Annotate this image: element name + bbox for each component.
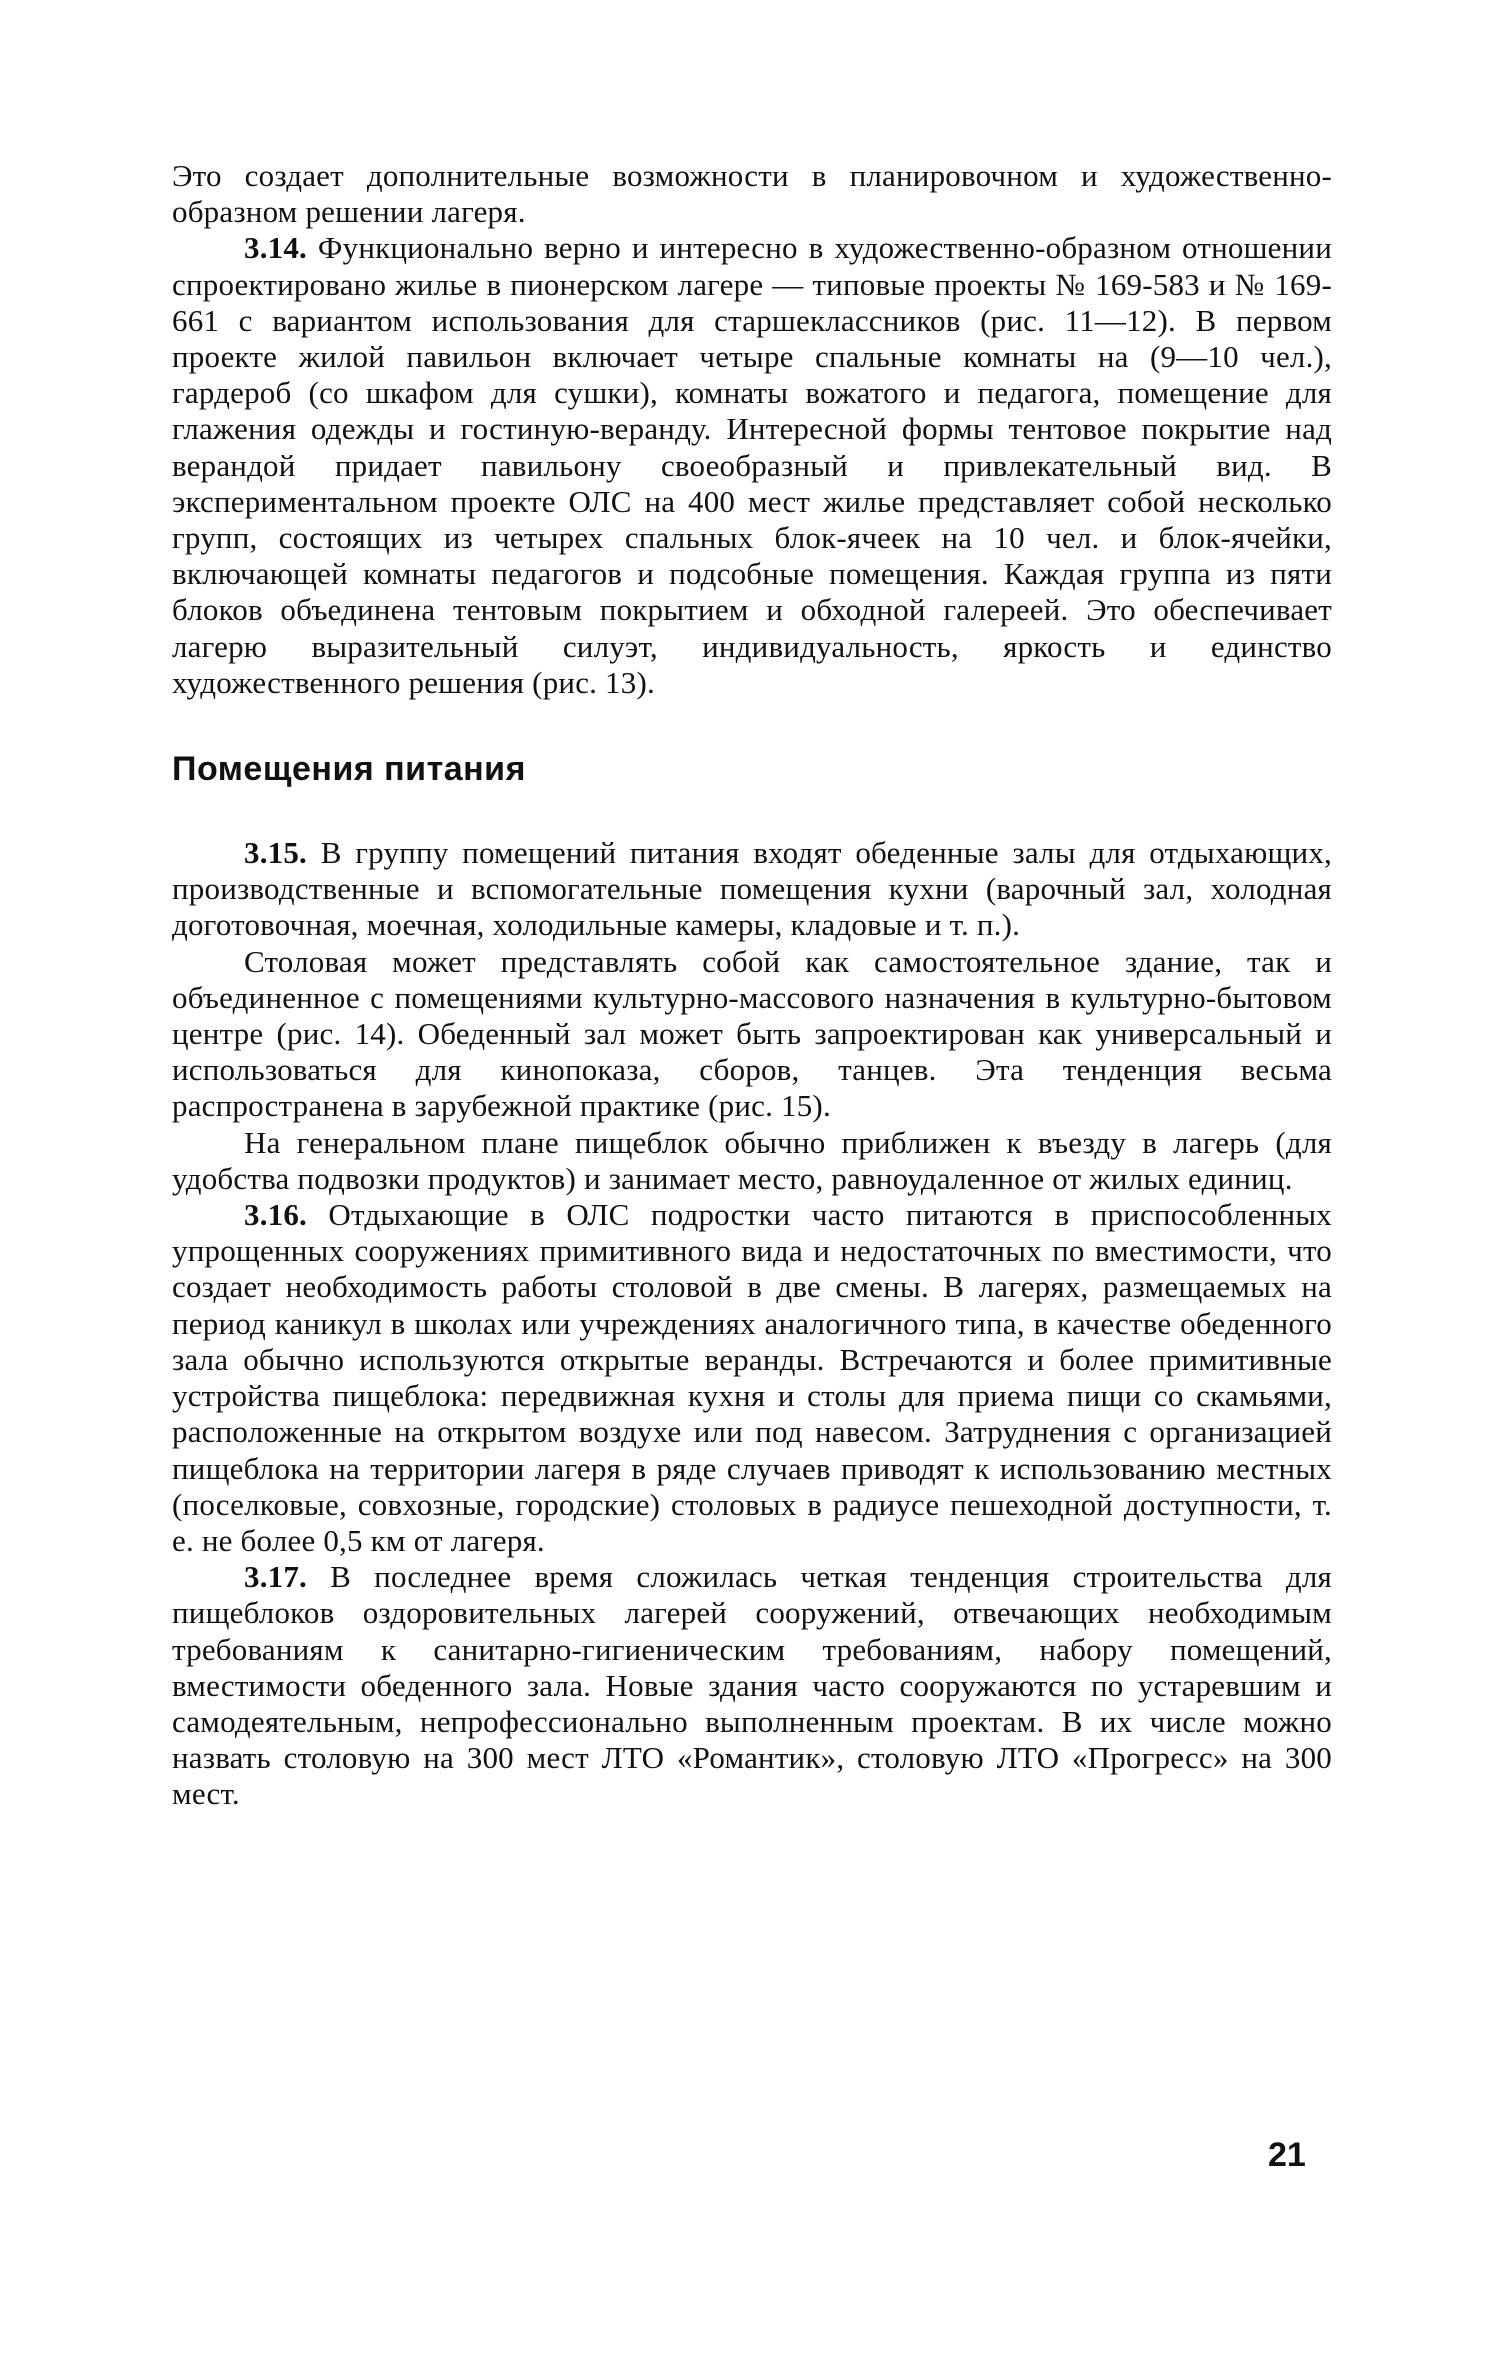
paragraph-text: На генеральном плане пищеблок обычно приближен к въезду в лагерь (для удобства подвозки продуктов) и занимает место, равноудаленное от жилых единиц. [172,1124,1332,1196]
text-section-top [172,158,1332,701]
paragraph [172,158,1332,230]
paragraph-number: 3.17. [244,1559,307,1595]
paragraph-text: В группу помещений питания входят обеденные залы для отдыхающих, производственные и вспомогательные помещения кухни (варочный зал, холодная доготовочная, моечная, холодильные камеры, кладовые и т. п.). [172,835,1332,943]
section-heading: Помещения питания [172,750,526,789]
paragraph-text: В последнее время сложилась четкая тенденция строительства для пищеблоков оздоровительных лагерей сооружений, отвечающих необходимым требованиям к санитарно-гигиеническим требованиям, набору помещений, вместимости обеденного зала. Новые здания часто сооружаются по устаревшим и самодеятельным, непрофессионально выполненным проектам. В их числе можно назвать столовую на 300 мест ЛТО «Романтик», столовую ЛТО «Прогресс» на 300 мест. [172,1559,1332,1812]
paragraph-text: Отдыхающие в ОЛС подростки часто питаются в приспособленных упрощенных сооружениях примитивного вида и недостаточных по вместимости, что создает необходимость работы столовой в две смены. В лагерях, размещаемых на период каникул в школах или учреждениях аналогичного типа, в качестве обеденного зала обычно используются открытые веранды. Встречаются и более примитивные устройства пищеблока: передвижная кухня и столы для приема пищи со скамьями, расположенные на открытом воздухе или под навесом. Затруднения с организацией пищеблока на территории лагеря в ряде случаев приводят к использованию местных (поселковые, совхозные, городские) столовых в радиусе пешеходной доступности, т. е. не более 0,5 км от лагеря. [172,1197,1332,1558]
paragraph [172,230,1332,701]
paragraph [172,1197,1332,1559]
page-body [172,158,1332,1813]
paragraph-number: 3.15. [244,835,307,871]
text-section-bottom [172,835,1332,1812]
paragraph-number: 3.14. [244,230,307,266]
paragraph [172,1125,1332,1197]
paragraph-number: 3.16. [244,1197,307,1233]
paragraph [172,835,1332,944]
paragraph-text: Функционально верно и интересно в художественно-образном отношении спроектировано жилье в пионерском лагере — типовые проекты № 169-583 и № 169-661 с вариантом использования для старшеклассников (рис. 11—12). В первом проекте жилой павильон включает четыре спальные комнаты на (9—10 чел.), гардероб (со шкафом для сушки), комнаты вожатого и педагога, помещение для глажения одежды и гостиную-веранду. Интересной формы тентовое покрытие над верандой придает павильону своеобразный и привлекательный вид. В экспериментальном проекте ОЛС на 400 мест жилье представляет собой несколько групп, состоящих из четырех спальных блок-ячеек на 10 чел. и блок-ячейки, включающей комнаты педагогов и подсобные помещения. Каждая группа из пяти блоков объединена тентовым покрытием и обходной галереей. Это обеспечивает лагерю выразительный силуэт, индивидуальность, яркость и единство художественного решения (рис. 13). [172,230,1332,700]
paragraph [172,944,1332,1125]
paragraph-text: Столовая может представлять собой как самостоятельное здание, так и объединенное с помещениями культурно-массового назначения в культурно-бытовом центре (рис. 14). Обеденный зал может быть запроектирован как универсальный и использоваться для кинопоказа, сборов, танцев. Эта тенденция весьма распространена в зарубежной практике (рис. 15). [172,943,1332,1124]
page-number: 21 [1268,2136,1306,2174]
paragraph [172,1559,1332,1812]
paragraph-text: Это создает дополнительные возможности в планировочном и художественно-образном решении лагеря. [172,158,1332,230]
